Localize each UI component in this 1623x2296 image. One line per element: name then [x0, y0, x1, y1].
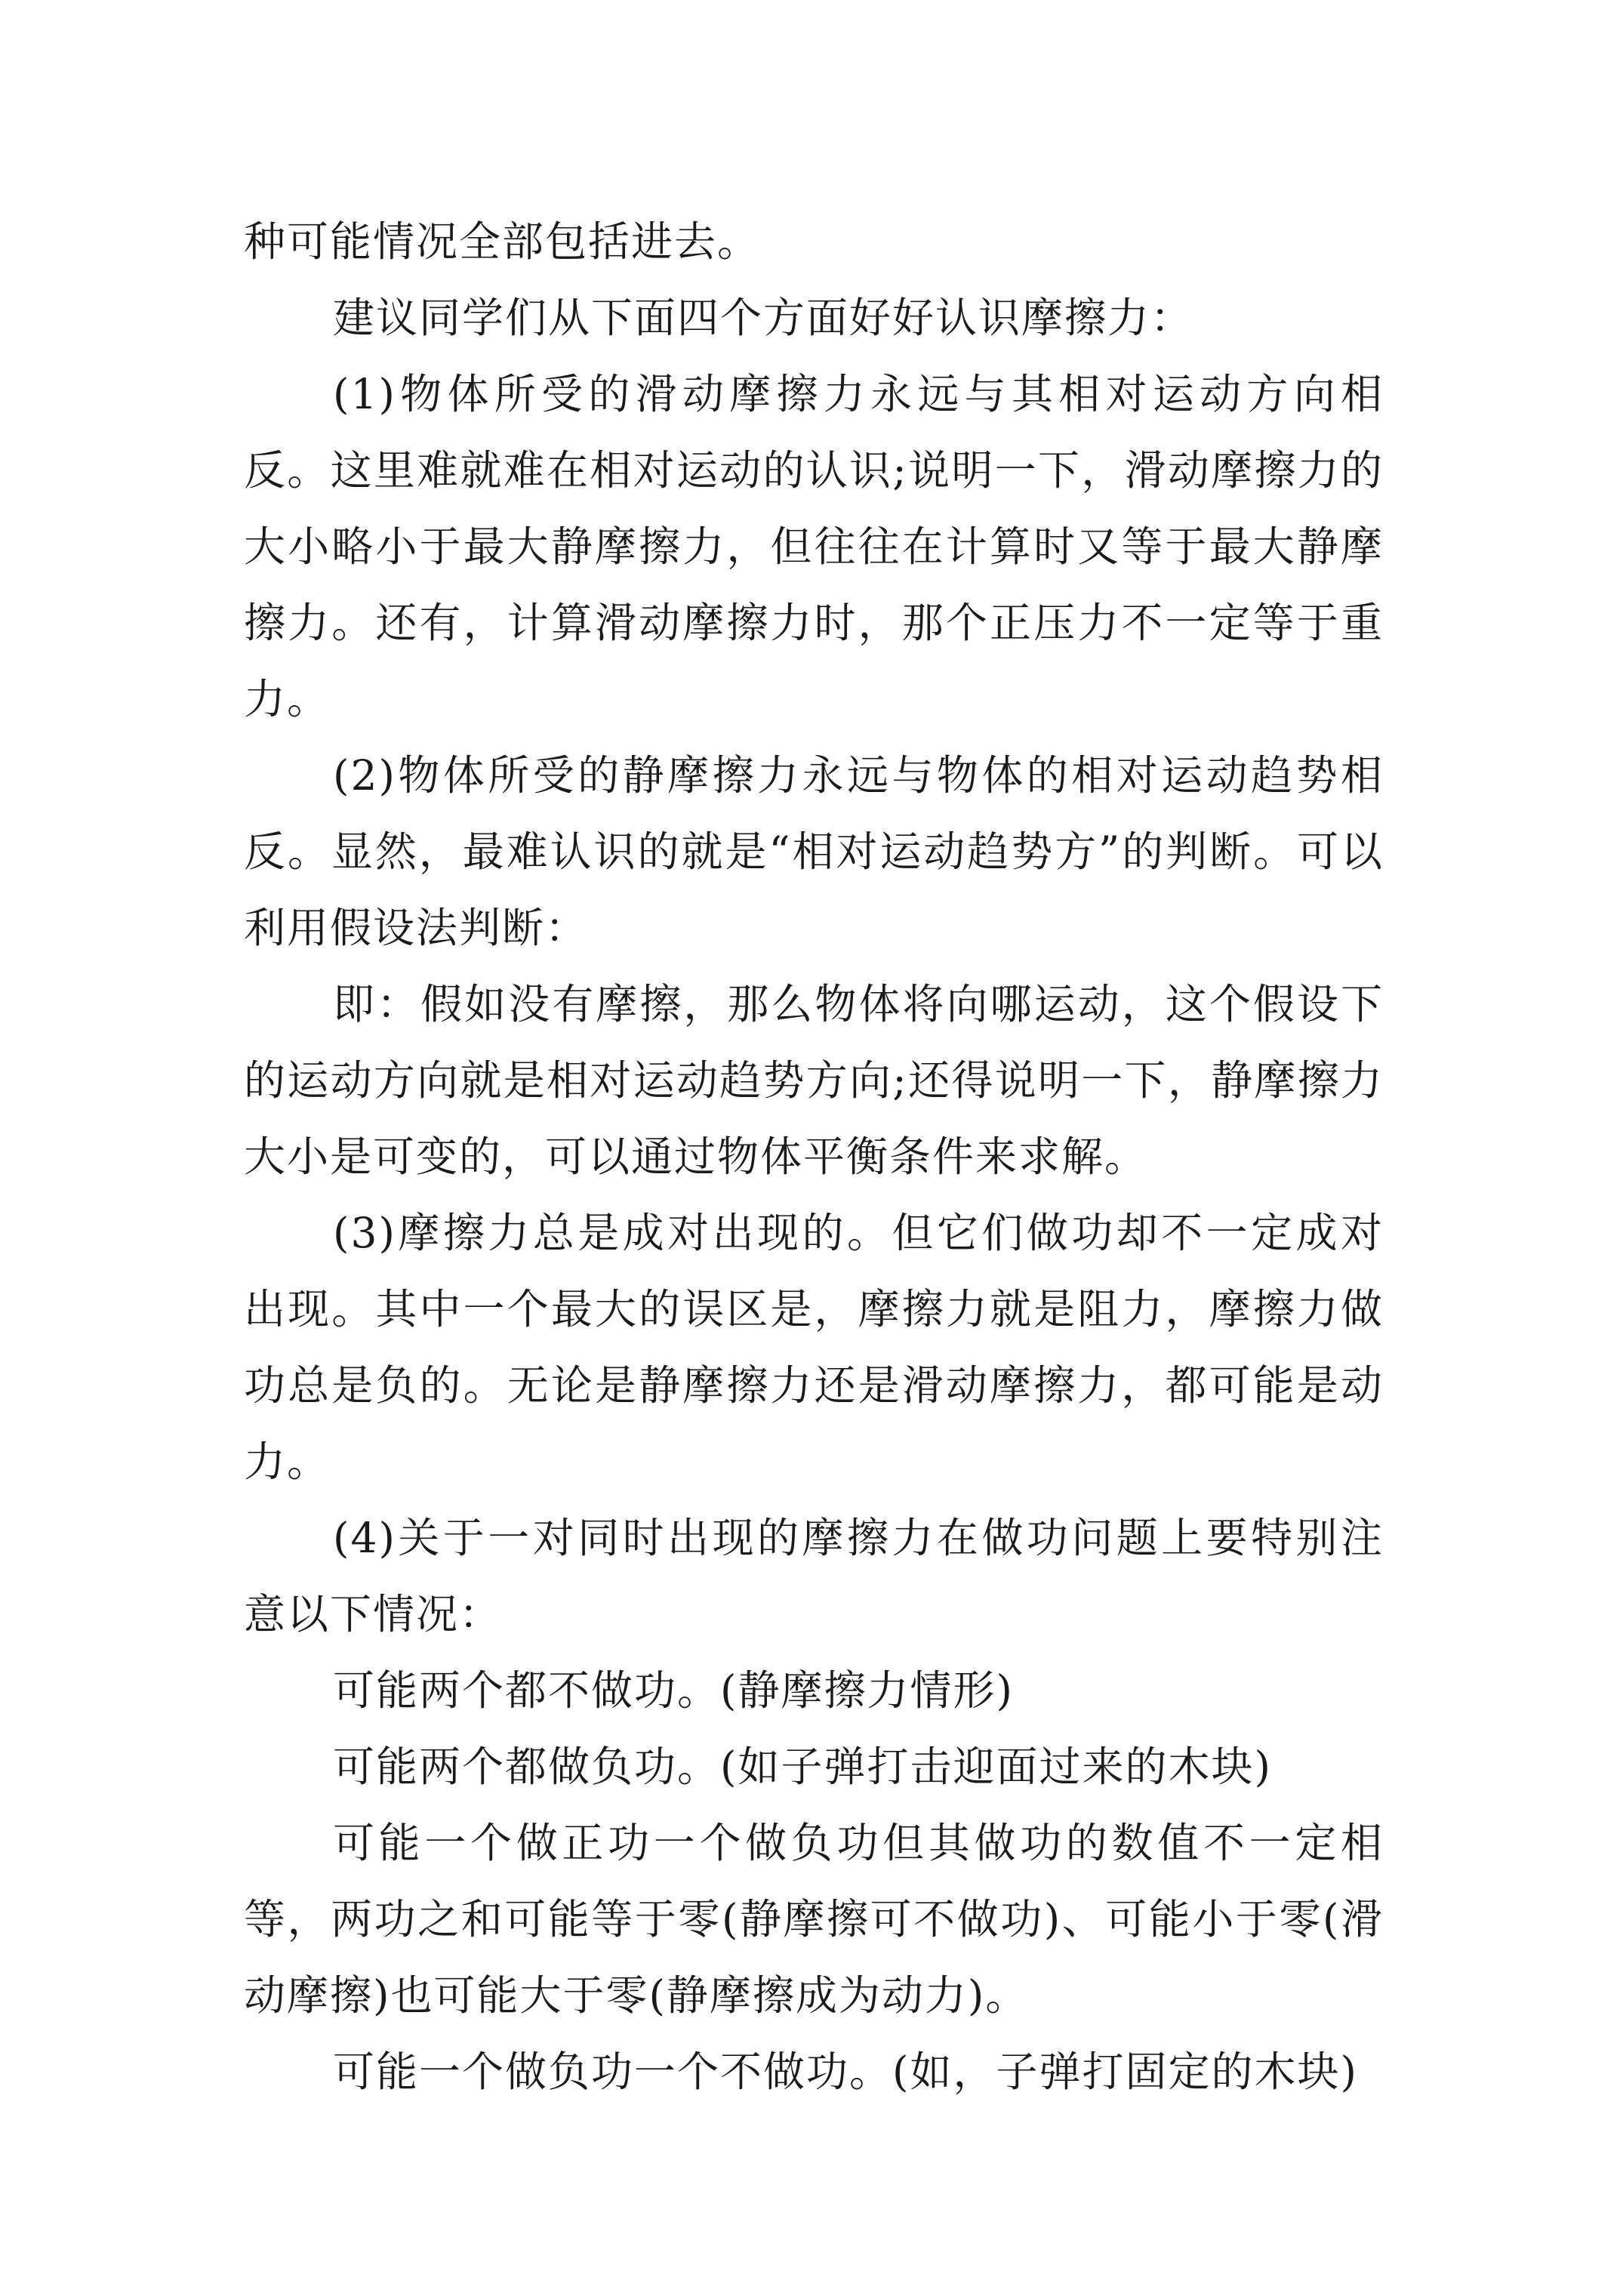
case-item-2: 可能两个都做负功。(如子弹打击迎面过来的木块) — [333, 1743, 1272, 1791]
case-item-1: 可能两个都不做功。(静摩擦力情形) — [333, 1666, 1014, 1715]
paragraph-assumption: 即：假如没有摩擦，那么物体将向哪运动，这个假设下的运动方向就是相对运动趋势方向;还得说明一下，静摩擦力大小是可变的，可以通过物体平衡条件来求解。 — [244, 980, 1384, 1181]
paragraph-point-1: (1)物体所受的滑动摩擦力永远与其相对运动方向相反。这里难就难在相对运动的认识;说明一下，滑动摩擦力的大小略小于最大静摩擦力，但往往在计算时又等于最大静摩擦力。还有，计算滑动摩擦力时，那个正压力不一定等于重力。 — [244, 370, 1384, 723]
case-item-3: 可能一个做正功一个做负功但其做功的数值不一定相等，两功之和可能等于零(静摩擦可不做功)、可能小于零(滑动摩擦)也可能大于零(静摩擦成为动力)。 — [244, 1819, 1384, 2020]
paragraph-point-4: (4)关于一对同时出现的摩擦力在做功问题上要特别注意以下情况： — [244, 1514, 1384, 1638]
paragraph-intro: 建议同学们从下面四个方面好好认识摩擦力： — [333, 294, 1194, 342]
paragraph-continuation: 种可能情况全部包括进去。 — [244, 217, 761, 266]
paragraph-point-2: (2)物体所受的静摩擦力永远与物体的相对运动趋势相反。显然，最难认识的就是“相对运动趋势方”的判断。可以利用假设法判断： — [244, 751, 1384, 952]
document-body — [244, 204, 1384, 2110]
case-item-4: 可能一个做负功一个不做功。(如，子弹打固定的木块) — [333, 2048, 1358, 2096]
paragraph-point-3: (3)摩擦力总是成对出现的。但它们做功却不一定成对出现。其中一个最大的误区是，摩擦力就是阻力，摩擦力做功总是负的。无论是静摩擦力还是滑动摩擦力，都可能是动力。 — [244, 1209, 1384, 1486]
